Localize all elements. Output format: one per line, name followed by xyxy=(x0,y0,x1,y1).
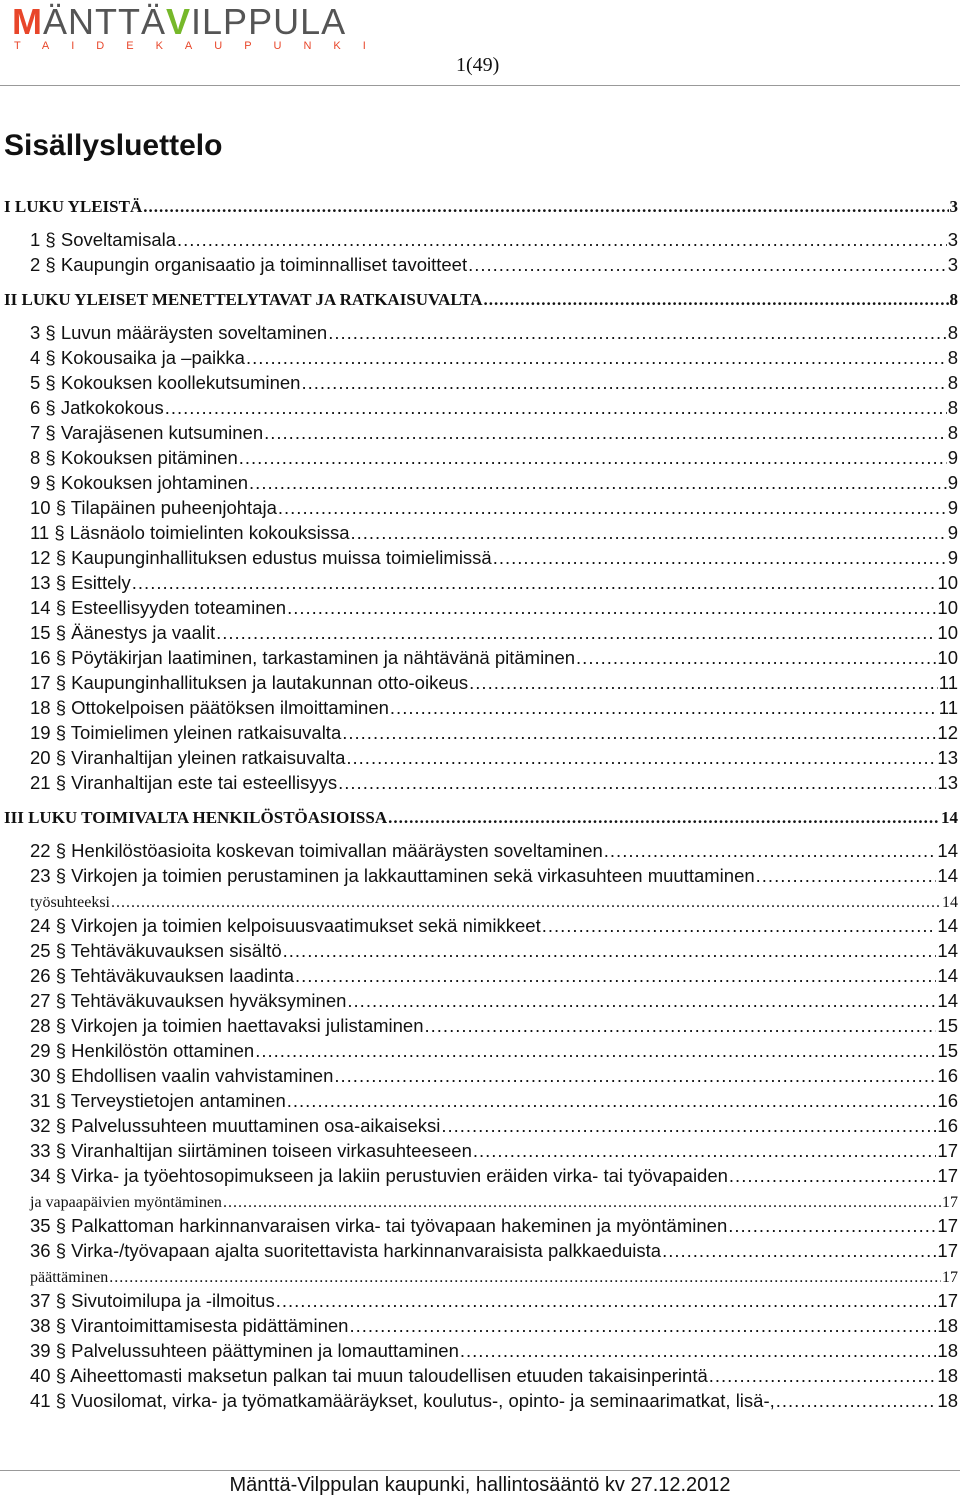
logo-tagline: TAIDEKAUPUNKI xyxy=(14,40,388,52)
toc-entry[interactable] xyxy=(0,1237,960,1262)
toc-entry[interactable] xyxy=(0,1387,960,1412)
toc-page-number: 8 xyxy=(947,322,958,343)
toc-leader-dots xyxy=(709,1365,937,1387)
toc-leader-dots xyxy=(469,672,938,694)
toc-entry[interactable] xyxy=(0,1062,960,1087)
toc-leader-dots xyxy=(177,229,947,251)
toc-leader-dots xyxy=(132,572,937,594)
logo-wordmark: MÄNTTÄVILPPULA xyxy=(12,1,347,42)
toc-entry-label: 12 § Kaupunginhallituksen edustus muissa toimielimissä xyxy=(30,547,492,568)
toc-entry-label: 10 § Tilapäinen puheenjohtaja xyxy=(30,497,277,518)
toc-entry[interactable] xyxy=(0,719,960,744)
toc-entry[interactable] xyxy=(0,1112,960,1137)
toc-leader-dots xyxy=(111,894,941,912)
toc-page-number: 14 xyxy=(937,940,958,961)
toc-page-number: 14 xyxy=(941,808,958,827)
toc-entry[interactable] xyxy=(0,344,960,369)
toc-page-number: 3 xyxy=(947,254,958,275)
toc-page-number: 17 xyxy=(942,1269,958,1286)
toc-entry-label: 39 § Palvelussuhteen päättyminen ja lomauttaminen xyxy=(30,1340,459,1361)
toc-page-number: 10 xyxy=(937,622,958,643)
toc-entry-label: II LUKU YLEISET MENETTELYTAVAT JA RATKAISUVALTA xyxy=(4,290,483,309)
toc-entry-label: 38 § Virantoimittamisesta pidättäminen xyxy=(30,1315,349,1336)
toc-entry-label: 11 § Läsnäolo toimielinten kokouksissa xyxy=(30,522,350,543)
toc-entry-label: työsuhteeksi xyxy=(30,894,110,911)
toc-leader-dots xyxy=(109,1269,941,1287)
toc-leader-dots xyxy=(328,322,947,344)
toc-entry[interactable] xyxy=(0,369,960,394)
toc-entry-label: ja vapaapäivien myöntäminen xyxy=(30,1194,222,1211)
toc-leader-dots xyxy=(287,597,936,619)
toc-entry[interactable] xyxy=(0,519,960,544)
toc-entry-label: 9 § Kokouksen johtaminen xyxy=(30,472,249,493)
toc-entry-label: 27 § Tehtäväkuvauksen hyväksyminen xyxy=(30,990,347,1011)
toc-entry-label: 5 § Kokouksen koollekutsuminen xyxy=(30,372,301,393)
toc-entry[interactable] xyxy=(0,912,960,937)
toc-page-number: 9 xyxy=(947,472,958,493)
toc-entry-label: 21 § Viranhaltijan este tai esteellisyys xyxy=(30,772,338,793)
toc-entry[interactable] xyxy=(0,1262,960,1287)
toc-page-number: 13 xyxy=(937,747,958,768)
toc-leader-dots xyxy=(143,197,948,217)
toc-entry[interactable] xyxy=(0,1087,960,1112)
toc-entry-label: 22 § Henkilöstöasioita koskevan toimivallan määräysten soveltaminen xyxy=(30,840,603,861)
toc-entry-label: 40 § Aiheettomasti maksetun palkan tai muun taloudellisen etuuden takaisinperintä xyxy=(30,1365,708,1386)
toc-entry[interactable] xyxy=(0,744,960,769)
toc-chapter[interactable] xyxy=(0,285,960,310)
toc-entry[interactable] xyxy=(0,319,960,344)
toc-leader-dots xyxy=(776,1390,937,1412)
toc-chapter[interactable] xyxy=(0,803,960,828)
toc-page-number: 17 xyxy=(937,1215,958,1236)
toc-entry[interactable] xyxy=(0,1012,960,1037)
toc-leader-dots xyxy=(349,1315,936,1337)
toc-leader-dots xyxy=(342,722,936,744)
toc-entry[interactable] xyxy=(0,1362,960,1387)
toc-entry[interactable] xyxy=(0,544,960,569)
toc-leader-dots xyxy=(347,990,936,1012)
toc-page-number: 15 xyxy=(937,1040,958,1061)
toc-page-number: 17 xyxy=(937,1290,958,1311)
toc-page-number: 18 xyxy=(937,1390,958,1411)
toc-leader-dots xyxy=(287,1090,937,1112)
toc-entry-label: 16 § Pöytäkirjan laatiminen, tarkastaminen ja nähtävänä pitäminen xyxy=(30,647,576,668)
toc-leader-dots xyxy=(249,472,947,494)
toc-leader-dots xyxy=(276,1290,937,1312)
toc-entry-label: 30 § Ehdollisen vaalin vahvistaminen xyxy=(30,1065,334,1086)
toc-entry[interactable] xyxy=(0,419,960,444)
toc-leader-dots xyxy=(351,522,947,544)
toc-entry-label: 31 § Terveystietojen antaminen xyxy=(30,1090,286,1111)
toc-page-number: 8 xyxy=(947,372,958,393)
toc-page-number: 8 xyxy=(947,397,958,418)
toc-entry-label: 24 § Virkojen ja toimien kelpoisuusvaatimukset sekä nimikkeet xyxy=(30,915,541,936)
toc-page-number: 9 xyxy=(947,497,958,518)
toc-entry[interactable] xyxy=(0,937,960,962)
toc-page-number: 17 xyxy=(937,1240,958,1261)
toc-page-number: 14 xyxy=(937,840,958,861)
toc-entry-label: III LUKU TOIMIVALTA HENKILÖSTÖASIOISSA xyxy=(4,808,388,827)
toc-page-number: 10 xyxy=(937,597,958,618)
toc-entry-label: 34 § Virka- ja työehtosopimukseen ja lakiin perustuvien eräiden virka- tai työvapaiden xyxy=(30,1165,728,1186)
toc-leader-dots xyxy=(246,347,947,369)
page-number: 1(49) xyxy=(456,54,500,76)
toc-leader-dots xyxy=(484,290,949,310)
toc-entry-label: I LUKU YLEISTÄ xyxy=(4,197,143,216)
toc-leader-dots xyxy=(165,397,947,419)
toc-leader-dots xyxy=(388,808,940,828)
toc-entry[interactable] xyxy=(0,444,960,469)
toc-entry-label: 2 § Kaupungin organisaatio ja toiminnalliset tavoitteet xyxy=(30,254,468,275)
toc-leader-dots xyxy=(493,547,947,569)
toc-leader-dots xyxy=(301,372,946,394)
toc-page-number: 8 xyxy=(947,347,958,368)
toc-leader-dots xyxy=(662,1240,936,1262)
toc-entry[interactable] xyxy=(0,862,960,887)
toc-page-number: 14 xyxy=(937,915,958,936)
toc-entry-label: 37 § Sivutoimilupa ja -ilmoitus xyxy=(30,1290,275,1311)
toc-page-number: 16 xyxy=(937,1115,958,1136)
toc-entry-label: 25 § Tehtäväkuvauksen sisältö xyxy=(30,940,282,961)
toc-leader-dots xyxy=(390,697,938,719)
toc-chapter[interactable] xyxy=(0,192,960,217)
toc-entry-label: 33 § Viranhaltijan siirtäminen toiseen virkasuhteeseen xyxy=(30,1140,472,1161)
toc-entry[interactable] xyxy=(0,394,960,419)
toc-leader-dots xyxy=(425,1015,937,1037)
toc-entry[interactable] xyxy=(0,251,960,276)
toc-page-number: 8 xyxy=(947,422,958,443)
toc-page-number: 18 xyxy=(937,1315,958,1336)
toc-leader-dots xyxy=(223,1194,941,1212)
toc-title: Sisällysluettelo xyxy=(4,129,223,162)
toc-page-number: 3 xyxy=(947,229,958,250)
toc-entry[interactable] xyxy=(0,594,960,619)
toc-entry-label: 18 § Ottokelpoisen päätöksen ilmoittaminen xyxy=(30,697,389,718)
city-logo xyxy=(12,1,388,54)
toc-entry-label: 13 § Esittely xyxy=(30,572,131,593)
toc-leader-dots xyxy=(255,1040,936,1062)
toc-leader-dots xyxy=(283,940,937,962)
toc-leader-dots xyxy=(346,747,936,769)
toc-entry-label: 15 § Äänestys ja vaalit xyxy=(30,622,216,643)
toc-page-number: 9 xyxy=(947,447,958,468)
toc-entry[interactable] xyxy=(0,1137,960,1162)
toc-leader-dots xyxy=(756,865,937,887)
toc-entry-label: 41 § Vuosilomat, virka- ja työmatkamääräykset, koulutus-, opinto- ja seminaarimatkat, lisä-, xyxy=(30,1390,775,1411)
toc-entry-label: 14 § Esteellisyyden toteaminen xyxy=(30,597,287,618)
toc-entry[interactable] xyxy=(0,644,960,669)
toc-entry[interactable] xyxy=(0,987,960,1012)
toc-entry-label: 4 § Kokousaika ja –paikka xyxy=(30,347,245,368)
toc-entry-label: 28 § Virkojen ja toimien haettavaksi julistaminen xyxy=(30,1015,424,1036)
toc-leader-dots xyxy=(542,915,937,937)
toc-page-number: 10 xyxy=(937,572,958,593)
toc-entry[interactable] xyxy=(0,1037,960,1062)
toc-entry-label: 32 § Palvelussuhteen muuttaminen osa-aikaiseksi xyxy=(30,1115,441,1136)
toc-page-number: 14 xyxy=(937,965,958,986)
toc-entry[interactable] xyxy=(0,619,960,644)
toc-leader-dots xyxy=(441,1115,936,1137)
toc-entry-label: 35 § Palkattoman harkinnanvaraisen virka- tai työvapaan hakeminen ja myöntäminen xyxy=(30,1215,728,1236)
toc-entry-label: 29 § Henkilöstön ottaminen xyxy=(30,1040,255,1061)
toc-page-number: 10 xyxy=(937,647,958,668)
toc-entry[interactable] xyxy=(0,1187,960,1212)
toc-entry-label: 20 § Viranhaltijan yleinen ratkaisuvalta xyxy=(30,747,346,768)
toc-page-number: 13 xyxy=(937,772,958,793)
toc-entry[interactable] xyxy=(0,1162,960,1187)
footer-divider xyxy=(0,1470,960,1471)
toc-entry-label: 7 § Varajäsenen kutsuminen xyxy=(30,422,264,443)
toc-leader-dots xyxy=(576,647,936,669)
toc-entry-label: päättäminen xyxy=(30,1269,109,1286)
toc-page-number: 14 xyxy=(937,865,958,886)
header-divider xyxy=(0,85,960,86)
toc-page-number: 17 xyxy=(937,1140,958,1161)
toc-page-number: 17 xyxy=(937,1165,958,1186)
toc-page-number: 17 xyxy=(942,1194,958,1211)
toc-entry[interactable] xyxy=(0,494,960,519)
toc-leader-dots xyxy=(264,422,947,444)
toc-page-number: 9 xyxy=(947,547,958,568)
toc-leader-dots xyxy=(278,497,947,519)
toc-leader-dots xyxy=(239,447,947,469)
toc-page-number: 9 xyxy=(947,522,958,543)
toc-entry-label: 8 § Kokouksen pitäminen xyxy=(30,447,238,468)
toc-entry-label: 3 § Luvun määräysten soveltaminen xyxy=(30,322,328,343)
toc-page-number: 14 xyxy=(937,990,958,1011)
toc-page-number: 18 xyxy=(937,1365,958,1386)
toc-page-number: 16 xyxy=(937,1065,958,1086)
toc-leader-dots xyxy=(334,1065,936,1087)
toc-leader-dots xyxy=(295,965,936,987)
toc-entry[interactable] xyxy=(0,569,960,594)
toc-leader-dots xyxy=(338,772,936,794)
toc-entry-label: 1 § Soveltamisala xyxy=(30,229,177,250)
toc-leader-dots xyxy=(473,1140,937,1162)
toc-leader-dots xyxy=(468,254,947,276)
toc-page-number: 11 xyxy=(938,697,958,718)
toc-leader-dots xyxy=(729,1165,937,1187)
toc-entry-label: 23 § Virkojen ja toimien perustaminen ja lakkauttaminen sekä virkasuhteen muuttaminen xyxy=(30,865,755,886)
toc-entry[interactable] xyxy=(0,837,960,862)
toc-page-number: 14 xyxy=(942,894,958,911)
toc-page-number: 8 xyxy=(949,290,958,309)
toc-entry-label: 6 § Jatkokokous xyxy=(30,397,164,418)
toc-entry[interactable] xyxy=(0,1287,960,1312)
toc-page-number: 3 xyxy=(949,197,958,216)
toc-entry[interactable] xyxy=(0,962,960,987)
footer-text: Mänttä-Vilppulan kaupunki, hallintosääntö kv 27.12.2012 xyxy=(229,1474,731,1496)
toc-entry-label: 26 § Tehtäväkuvauksen laadinta xyxy=(30,965,294,986)
toc-entry[interactable] xyxy=(0,1212,960,1237)
toc-leader-dots xyxy=(728,1215,936,1237)
toc-leader-dots xyxy=(604,840,937,862)
toc-page-number: 11 xyxy=(938,672,958,693)
toc-entry-label: 17 § Kaupunginhallituksen ja lautakunnan otto-oikeus xyxy=(30,672,469,693)
toc-entry[interactable] xyxy=(0,1337,960,1362)
toc-leader-dots xyxy=(216,622,936,644)
toc-entry[interactable] xyxy=(0,694,960,719)
toc-entry[interactable] xyxy=(0,769,960,794)
toc-page-number: 15 xyxy=(937,1015,958,1036)
toc-entry[interactable] xyxy=(0,469,960,494)
toc-entry[interactable] xyxy=(0,1312,960,1337)
toc-leader-dots xyxy=(460,1340,937,1362)
toc-entry[interactable] xyxy=(0,669,960,694)
toc-entry-label: 19 § Toimielimen yleinen ratkaisuvalta xyxy=(30,722,342,743)
toc-page-number: 12 xyxy=(937,722,958,743)
toc-entry[interactable] xyxy=(0,887,960,912)
toc-page-number: 16 xyxy=(937,1090,958,1111)
toc-entry-label: 36 § Virka-/työvapaan ajalta suoritettavista harkinnanvaraisista palkkaeduista xyxy=(30,1240,662,1261)
toc-page-number: 18 xyxy=(937,1340,958,1361)
toc-entry[interactable] xyxy=(0,226,960,251)
